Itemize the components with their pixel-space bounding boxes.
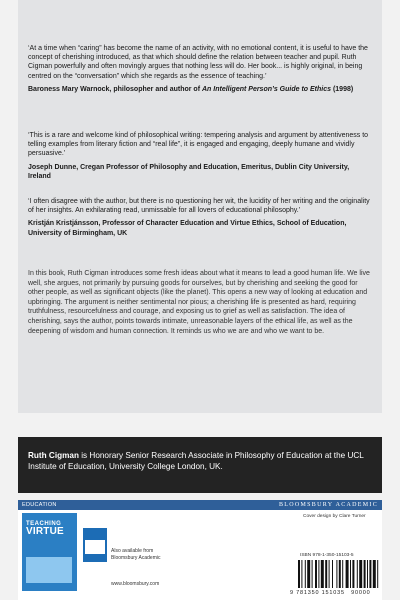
related-book-title-top: TEACHING (26, 521, 62, 527)
author-bio (28, 450, 372, 472)
review-quote-warnock (28, 44, 371, 94)
review-text: ‘At a time when “caring” has become the name of an activity, with no emotional content, it is useful to have the concept of cherishing introduced, as that which should define the relation between teacher and pupil. Ruth Cigman powerfully and often movingly argues that nothing less will do. Her book... is highly original, in being centred on the “conversation” which she regards as the essence of teaching.’ (28, 45, 368, 80)
category-label: EDUCATION (22, 502, 57, 508)
cover-design-credit: Cover design by Clare Turner (303, 514, 366, 519)
attribution-name: Baroness Mary Warnock, philosopher and author of (28, 85, 202, 93)
barcode-icon (298, 560, 382, 590)
barcode-price-code: 90000 (351, 590, 371, 596)
book-description: In this book, Ruth Cigman introduces some fresh ideas about what it means to lead a good human life. We live well, she argues, not primarily by pursuing goods for ourselves, but by cherishing and seeking the good for other people, as well as significant objects (like the planet). This opens a new way of looking at education and upbringing. The argument is neither sentimental nor pious; a cherishing life is presented as hard, requiring truthfulness, resourcefulness and courage, and exposing us to grief as well as satisfaction. The idea of cherishing, says the author, points towards intimate, unreasonable layers of the ethical life, as well as the deepening of wisdom and human connection. It reminds us who we are and who we want to be. (28, 270, 370, 335)
also-available-line-2: Bloomsbury Academic (111, 555, 161, 561)
related-book-cover-2 (83, 528, 107, 562)
related-book-title-bottom: VIRTUE (26, 526, 64, 537)
related-book-artwork (26, 557, 72, 583)
barcode-digits (290, 590, 370, 596)
review-text: ‘I often disagree with the author, but there is no questioning her wit, the lucidity of her writing and the originality of her insights. An exhilarating read, unmissable for all lovers of educational philosophy.’ (28, 198, 370, 215)
attribution-year: (1998) (331, 85, 354, 93)
review-quote-kristjansson (28, 197, 371, 238)
review-attribution: Joseph Dunne, Cregan Professor of Philosophy and Education, Emeritus, Dublin City University, Ireland (28, 163, 350, 180)
review-text: ‘This is a rare and welcome kind of philosophical writing: tempering analysis and argument by attentiveness to telling examples from literary fiction and “real life”, it is engaged and engaging, deeply humane and vividly persuasive.’ (28, 132, 369, 158)
attribution-book: An Intelligent Person’s Guide to Ethics (202, 85, 332, 93)
publisher-name: BLOOMSBURY ACADEMIC (279, 502, 378, 508)
related-book-cover (22, 513, 77, 591)
related-book-title (26, 521, 64, 537)
related-book-2-artwork (85, 540, 105, 554)
author-name: Ruth Cigman (28, 451, 79, 460)
review-attribution (28, 85, 371, 94)
publisher-website: www.bloomsbury.com (111, 581, 160, 587)
also-available-note (111, 548, 160, 562)
author-bio-text: is Honorary Senior Research Associate in Philosophy of Education at the UCL Institute of Education, University College London, UK. (28, 451, 364, 471)
review-quote-dunne (28, 131, 371, 181)
also-available-line-1: Also available from (111, 548, 154, 554)
barcode-number: 9 781350 151035 (290, 590, 345, 596)
isbn-text: ISBN 978-1-350-15103-5 (300, 553, 354, 558)
review-attribution: Kristján Kristjánsson, Professor of Character Education and Virtue Ethics, School of Education, University of Birmingham, UK (28, 220, 347, 237)
